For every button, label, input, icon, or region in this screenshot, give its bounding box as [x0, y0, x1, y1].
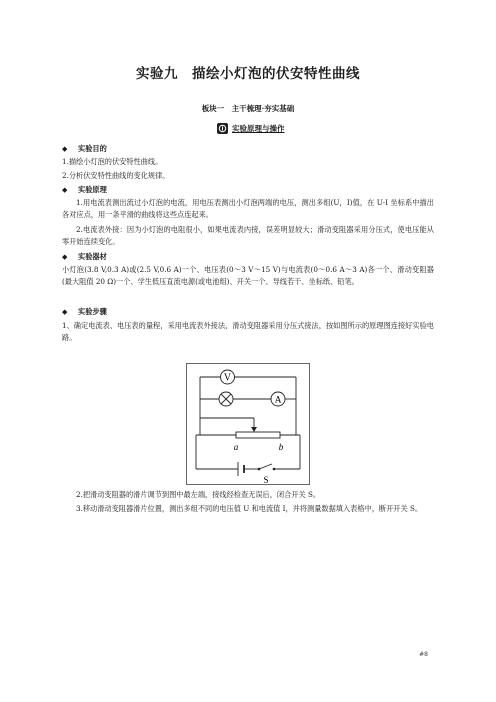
diamond-bullet-icon: ◆	[62, 185, 68, 194]
diamond-bullet-icon: ◆	[62, 252, 68, 261]
purpose-header: ◆ 实验目的	[62, 144, 107, 153]
voltmeter-label: V	[223, 372, 232, 384]
diamond-bullet-icon: ◆	[62, 307, 68, 316]
section-badge-icon	[217, 123, 228, 134]
rheostat-symbol	[236, 432, 280, 438]
page-number: #8	[419, 651, 428, 658]
module-heading: 板块一 主干梳理·夯实基础	[201, 104, 295, 113]
ammeter-label: A	[274, 395, 282, 406]
circuit-diagram	[186, 363, 310, 485]
step-1: 1、确定电流表、电压表的量程，采用电流表外接法，滑动变阻器采用分压式接法，按如图所示的原理图连接好实验电路。	[62, 321, 434, 342]
steps-header: ◆ 实验步骤	[62, 307, 107, 316]
slider-arrow	[251, 427, 257, 432]
section-heading	[217, 122, 285, 134]
step-2: 2.把滑动变阻器的滑片调节到图中最左端，接线经检查无误后，闭合开关 S。	[76, 490, 321, 499]
switch-symbol	[273, 468, 276, 471]
principle-paragraph-1: 1.用电流表测出流过小灯泡的电流，用电压表测出小灯泡两端的电压，测出多组(U，I)值，在 U-I 坐标系中描出各对应点，用一条平滑的曲线将这些点连起来。	[62, 198, 434, 219]
step-3: 3.移动滑动变阻器滑片位置，测出多组不同的电压值 U 和电流值 I，并将测量数据填入表格中，断开开关 S。	[76, 504, 423, 513]
point-a-label: a	[233, 442, 239, 452]
purpose-item-1: 1.描绘小灯泡的伏安特性曲线。	[62, 157, 163, 166]
switch-label: S	[263, 475, 269, 485]
equipment-header: ◆ 实验器材	[62, 252, 107, 261]
page-title: 实验九 描绘小灯泡的伏安特性曲线	[136, 66, 360, 82]
purpose-item-2: 2.分析伏安特性曲线的变化规律。	[62, 171, 170, 180]
section-label: 实验原理与操作	[232, 123, 285, 133]
diamond-bullet-icon: ◆	[62, 144, 68, 153]
principle-header: ◆ 实验原理	[62, 185, 107, 194]
principle-paragraph-2: 2.电流表外接：因为小灯泡的电阻很小，如果电流表内接，误差明显较大；滑动变阻器采用分压式，使电压能从零开始连续变化。	[62, 225, 434, 246]
point-b-label: b	[278, 442, 284, 452]
equipment-paragraph: 小灯泡(3.8 V,0.3 A)或(2.5 V,0.6 A)一个、电压表(0～3 V～15 V)与电流表(0～0.6 A～3 A)各一个、滑动变阻器(最大阻值 20 Ω)一个、学生低压直流电源(或电池组)、开关一个、导线若干、坐标纸、铅笔。	[62, 265, 434, 286]
